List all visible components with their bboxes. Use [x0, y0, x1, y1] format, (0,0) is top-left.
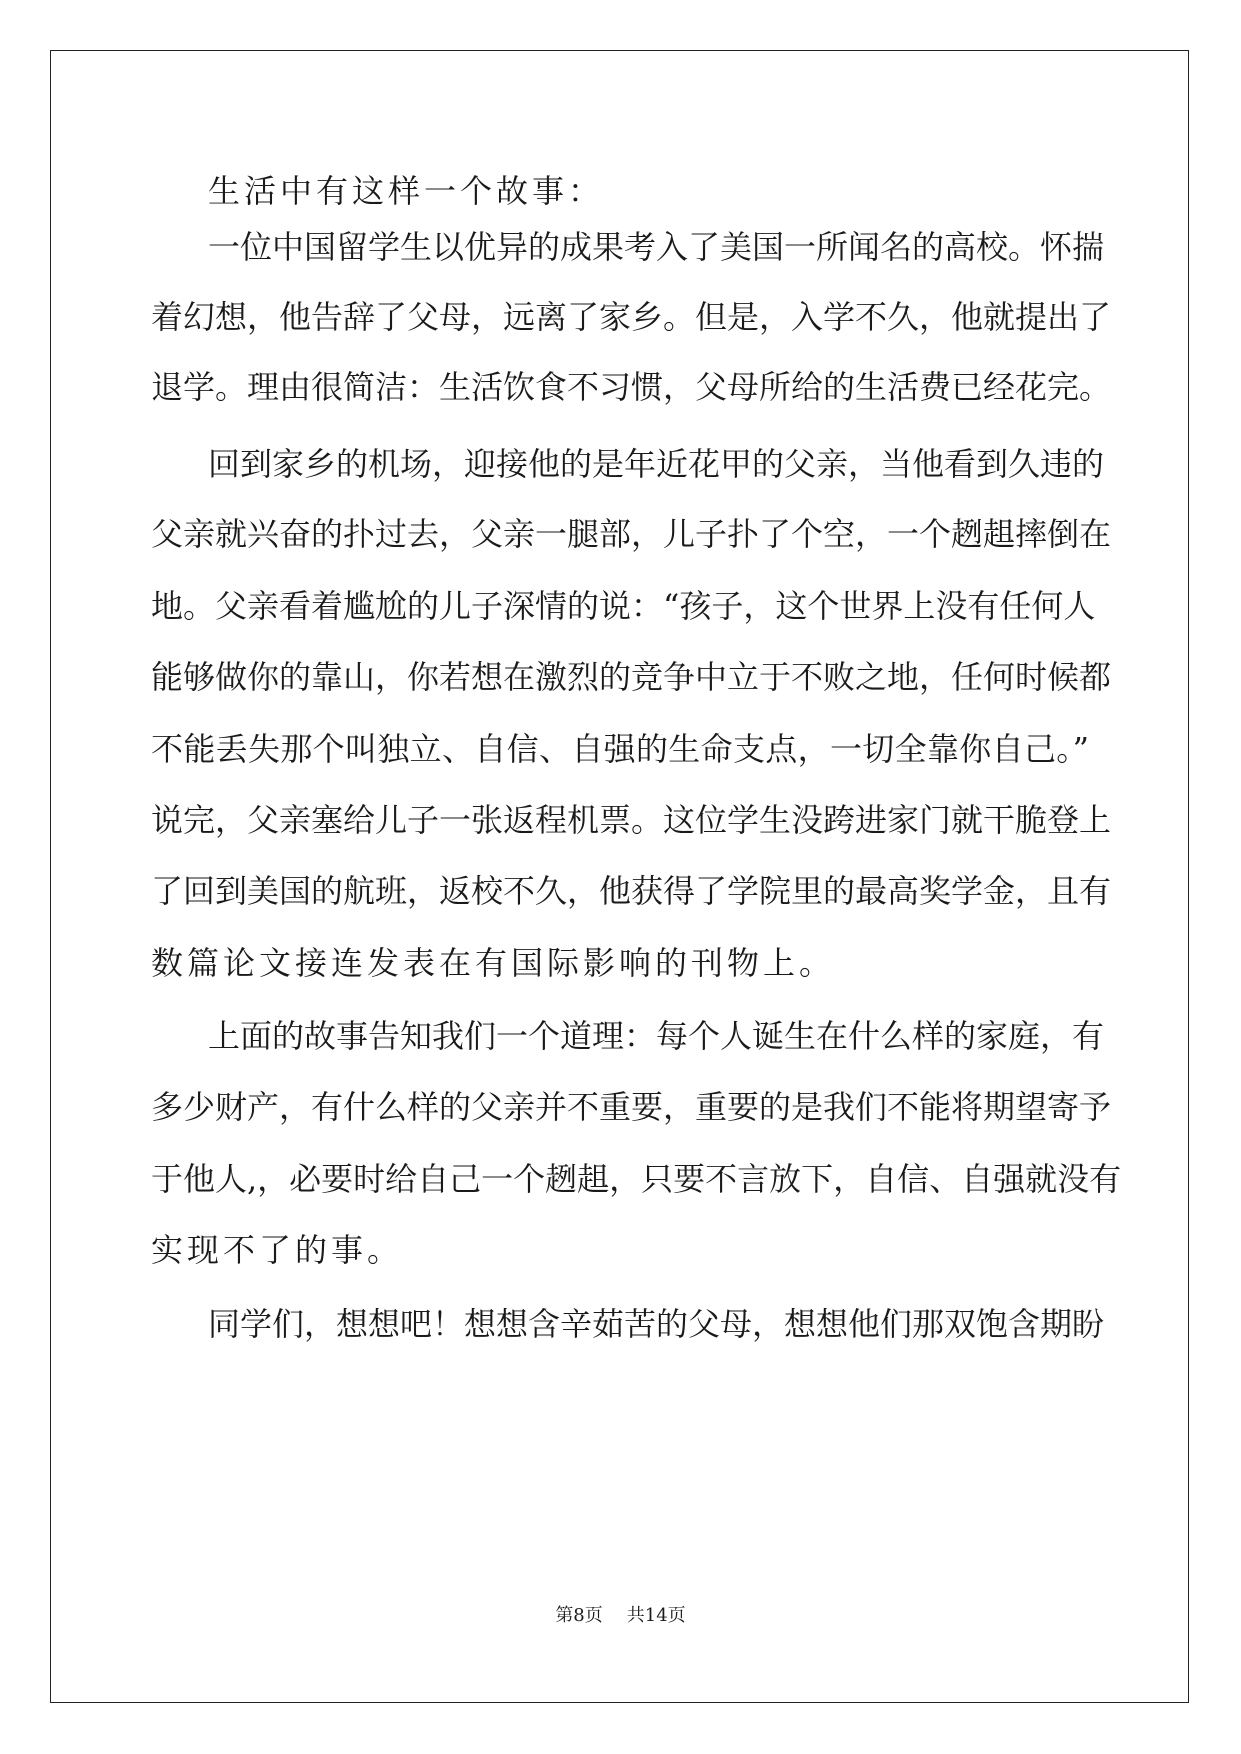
- text-line: 能够做你的靠山，你若想在激烈的竞争中立于不败之地，任何时候都: [151, 658, 1112, 696]
- text-line: 一位中国留学生以优异的成果考入了美国一所闻名的高校。怀揣: [208, 228, 1105, 266]
- text-line: 数篇论文接连发表在有国际影响的刊物上。: [151, 944, 836, 982]
- text-line: 回到家乡的机场，迎接他的是年近花甲的父亲，当他看到久违的: [208, 445, 1105, 483]
- text-line: 地。父亲看着尴尬的儿子深情的说：“孩子，这个世界上没有任何人: [151, 587, 1096, 625]
- text-line: 同学们，想想吧！想想含辛茹苦的父母，想想他们那双饱含期盼: [208, 1305, 1105, 1343]
- text-line: 父亲就兴奋的扑过去，父亲一腿部，儿子扑了个空，一个趔趄摔倒在: [151, 515, 1112, 553]
- page-number: 第8页: [555, 1605, 603, 1626]
- text-line: 说完，父亲塞给儿子一张返程机票。这位学生没跨进家门就干脆登上: [151, 801, 1112, 839]
- text-line: 不能丢失那个叫独立、自信、自强的生命支点，一切全靠你自己。”: [151, 730, 1089, 768]
- text-line: 于他人,，必要时给自己一个趔趄，只要不言放下，自信、自强就没有: [151, 1160, 1122, 1198]
- text-line: 多少财产，有什么样的父亲并不重要，重要的是我们不能将期望寄予: [151, 1088, 1112, 1126]
- text-line: 着幻想，他告辞了父母，远离了家乡。但是，入学不久，他就提出了: [151, 298, 1112, 336]
- page-footer: [0, 1604, 1241, 1628]
- text-line: 生活中有这样一个故事：: [208, 172, 605, 210]
- text-line: 了回到美国的航班，返校不久，他获得了学院里的最高奖学金，且有: [151, 872, 1112, 910]
- text-line: 上面的故事告知我们一个道理：每个人诞生在什么样的家庭，有: [208, 1017, 1105, 1055]
- text-line: 退学。理由很简洁：生活饮食不习惯，父母所给的生活费已经花完。: [151, 368, 1112, 406]
- page-total: 共14页: [626, 1605, 686, 1626]
- text-line: 实现不了的事。: [151, 1231, 404, 1269]
